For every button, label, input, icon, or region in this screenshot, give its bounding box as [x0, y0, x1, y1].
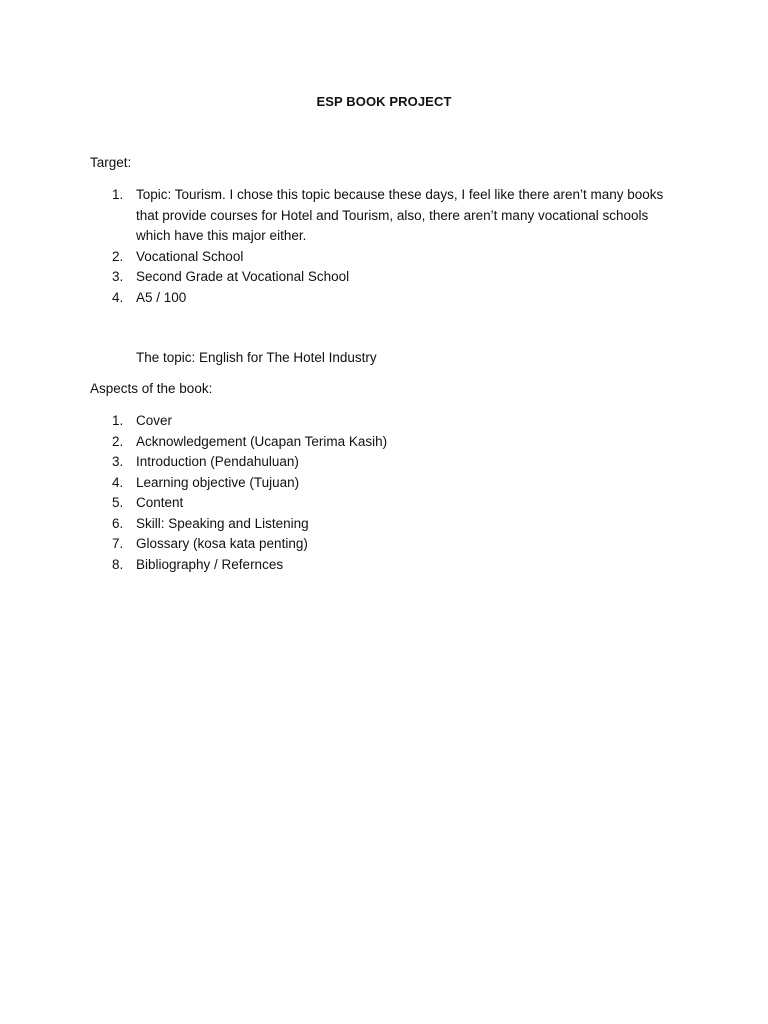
list-item	[0, 452, 768, 473]
list-item	[0, 555, 768, 576]
list-item-number: 5.	[112, 495, 124, 510]
topic-line: The topic: English for The Hotel Industry	[136, 350, 377, 365]
list-item	[0, 185, 768, 247]
list-item	[0, 288, 768, 309]
list-item	[0, 473, 768, 494]
list-item-text: A5 / 100	[136, 289, 187, 305]
list-item-number: 8.	[112, 556, 124, 572]
list-item	[0, 534, 768, 555]
list-item-text: Glossary (kosa kata penting)	[136, 536, 308, 551]
list-item-text: Bibliography / Refernces	[136, 556, 284, 572]
list-item-text: Learning objective (Tujuan)	[136, 474, 300, 490]
list-item-number: 1.	[112, 413, 124, 428]
list-item-text: Acknowledgement (Ucapan Terima Kasih)	[136, 433, 388, 449]
list-item-text: Topic: Tourism. I chose this topic because these days, I feel like there aren’t many books that provide courses for Hotel and Tourism, also, there aren’t many vocational schools which have this major either.	[136, 187, 664, 243]
list-item-text: Second Grade at Vocational School	[136, 269, 350, 284]
list-item	[0, 267, 768, 288]
list-item-text: Introduction (Pendahuluan)	[136, 454, 299, 469]
document-title: ESP BOOK PROJECT	[316, 94, 452, 109]
list-item-number: 4.	[112, 289, 124, 305]
target-list	[0, 185, 768, 308]
list-item-number: 4.	[112, 474, 124, 490]
list-item	[0, 514, 768, 535]
list-item	[0, 247, 768, 268]
list-item-number: 7.	[112, 536, 124, 551]
list-item-number: 1.	[112, 187, 124, 202]
list-item	[0, 493, 768, 514]
list-item-text: Content	[136, 495, 184, 510]
list-item-number: 6.	[112, 515, 124, 531]
aspects-list	[0, 411, 768, 575]
list-item	[0, 411, 768, 432]
list-item-number: 2.	[112, 433, 124, 449]
list-item-text: Cover	[136, 413, 173, 428]
list-item-text: Vocational School	[136, 248, 244, 264]
list-item	[0, 432, 768, 453]
aspects-label: Aspects of the book:	[90, 381, 213, 396]
list-item-number: 3.	[112, 269, 124, 284]
list-item-number: 3.	[112, 454, 124, 469]
target-label: Target:	[90, 155, 132, 170]
list-item-text: Skill: Speaking and Listening	[136, 515, 309, 531]
list-item-number: 2.	[112, 248, 124, 264]
